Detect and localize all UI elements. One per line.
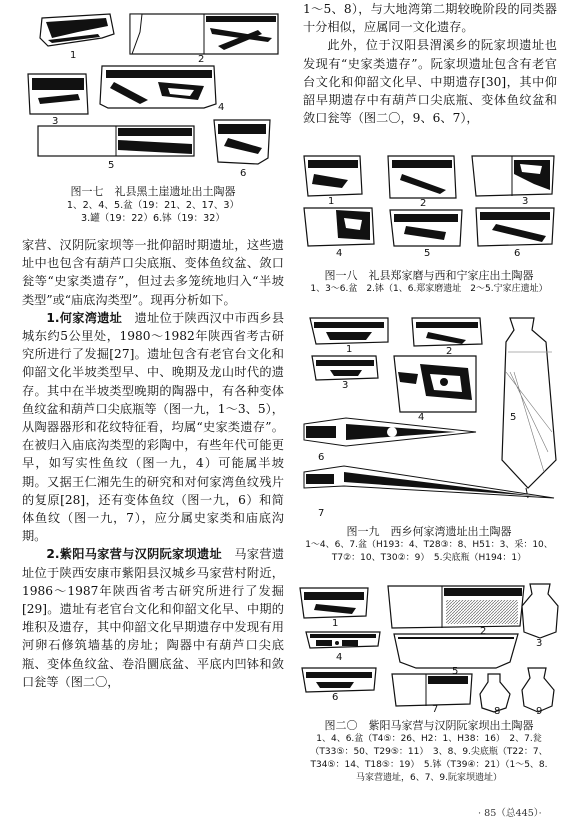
vessel-18-1 — [304, 156, 362, 196]
fig17-label-2: 2 — [198, 54, 205, 65]
fig17-label-5: 5 — [108, 160, 115, 171]
vessel-19-4 — [394, 356, 476, 412]
vessel-18-3 — [472, 156, 554, 196]
figure-17-line-2: 3.罐（19：22）6.钵（19：32） — [81, 213, 225, 224]
vessel-20-3-bottle — [522, 584, 558, 638]
fig20-label-3: 3 — [536, 638, 543, 649]
figure-18-title: 图一八 礼县郑家磨与西和宁家庄出土陶器 — [324, 269, 534, 282]
figure-20-line-2: （T33⑤：50、T29⑤：11） 3、8、9.尖底瓶（T22：7、 — [310, 747, 548, 757]
fig17-label-3: 3 — [52, 116, 59, 127]
fig20-label-4: 4 — [336, 652, 343, 663]
fig19-label-1: 1 — [346, 344, 353, 355]
fig19-label-4: 4 — [418, 412, 425, 423]
fig18-label-2: 2 — [420, 198, 427, 209]
fig19-label-6: 6 — [318, 452, 325, 463]
vessel-6 — [214, 120, 270, 164]
section-heading-1: 1.何家湾遗址 — [46, 310, 123, 325]
figure-19 — [296, 312, 562, 524]
figure-20 — [296, 578, 562, 718]
figure-18-line-1: 1、3～6.盆 2.钵（1、6.郑家磨遗址 2～5.宁家庄遗址） — [310, 284, 548, 294]
fig19-label-7: 7 — [318, 508, 325, 519]
figure-20-line-4: 马家营遗址，6、7、9.阮家坝遗址） — [355, 773, 503, 783]
fig19-label-2: 2 — [446, 346, 453, 357]
figure-20-caption — [296, 718, 562, 785]
figure-17-caption — [18, 184, 288, 225]
vessel-18-2 — [388, 156, 456, 198]
vessel-18-5 — [390, 210, 462, 246]
vessel-19-6-fish — [304, 418, 476, 446]
fig19-label-3: 3 — [342, 380, 349, 391]
figure-19-drawings — [296, 312, 562, 524]
left-paragraph-2-text: 遗址位于陕西汉中市西乡县城东约5公里处，1980～1982年陕西省考古研究所进行了发掘[27]。遗址包含有老官台文化和仰韶文化半坡类型早、中、晚期及龙山时代的遗存。其中在半坡类型晚期的陶器中，有各种变体鱼纹盆和葫芦口尖底瓶等（图一九，1～3、5），从陶器器形和花纹特征看，均属“史家类遗存”。在被归入庙底沟类型的彩陶中，有些年代可能更早，如写实性鱼纹（图一九，4）可能属半坡期。又据王仁湘先生的研究和对何家湾鱼纹残片的复原[28]，还有变体鱼纹（图一九，6）和简体鱼纹（图一九，7），应分属史家类和庙底沟期。 — [22, 310, 285, 544]
fig17-label-6: 6 — [240, 168, 247, 179]
page-number: · 85（总445）· — [478, 808, 542, 819]
left-paragraph-2 — [22, 309, 284, 546]
vessel-19-5-bottle — [502, 318, 556, 498]
vessel-4 — [100, 66, 216, 108]
figure-17-line-1: 1、2、4、5.盆（19：21、2、17、3） — [66, 200, 240, 211]
fig20-label-7: 7 — [432, 704, 439, 715]
fig20-label-8: 8 — [494, 706, 501, 717]
figure-19-title: 图一九 西乡何家湾遗址出土陶器 — [346, 525, 512, 538]
figure-17-drawings — [18, 8, 288, 184]
vessel-19-1 — [310, 318, 388, 344]
vessel-3 — [28, 74, 88, 114]
fig20-label-2: 2 — [480, 626, 487, 637]
figure-17-title: 图一七 礼县黑土崖遗址出土陶器 — [70, 185, 236, 198]
fig18-label-5: 5 — [424, 248, 431, 259]
figure-19-caption — [296, 524, 562, 565]
fig20-label-9: 9 — [536, 706, 543, 717]
figure-20-line-3: T34⑤：14、T18⑤：19） 5.钵（T39④：21）（1～5、8. — [310, 760, 548, 770]
right-paragraph-2: 此外，位于汉阳县渭溪乡的阮家坝遗址也发现有“史家类遗存”。阮家坝遗址包含有老官台文化和仰韶文化早、中期遗存[30]，其中仰韶早期遗存中有葫芦口尖底瓶、变体鱼纹盆和敛口瓮等（图二〇，9、6、7）， — [303, 38, 557, 126]
vessel-20-1 — [300, 588, 368, 618]
section-heading-2: 2.紫阳马家营与汉阴阮家坝遗址 — [46, 547, 222, 562]
left-column-text — [22, 236, 284, 691]
figure-20-line-1: 1、4、6.盆（T4⑤：26、H2：1、H38：16） 2、7.瓮 — [316, 734, 542, 744]
fig18-label-1: 1 — [328, 196, 335, 207]
fig18-label-6: 6 — [514, 248, 521, 259]
left-paragraph-3-text: 马家营遗址位于陕西安康市紫阳县汉城乡马家营村附近，1986～1987年陕西省考古研究所进行了发掘[29]。遗址有老官台文化和仰韶文化早、中期的堆积及遗存，其中仰韶文化早期遗存中发现有用河卵石修筑墙基的房址；陶器中有葫芦口尖底瓶、变体鱼纹盆、卷沿圜底盆、平底内凹钵和敛口瓮等（图二〇， — [22, 547, 285, 689]
fig17-label-4: 4 — [218, 102, 225, 113]
figure-19-line-2: T7②：10、T30②：9） 5.尖底瓶（H194：1） — [331, 553, 527, 563]
vessel-20-6 — [302, 668, 376, 692]
vessel-19-2 — [412, 318, 482, 346]
left-paragraph-3 — [22, 545, 284, 691]
figure-19-line-1: 1～4、6、7.盆（H193：4、T28③：8、H51：3、采：10、 — [305, 540, 553, 550]
fig18-label-3: 3 — [522, 196, 529, 207]
right-paragraph-1: 1～5、8），与大地湾第二期较晚阶段的同类器十分相似，应属同一文化遗存。 — [303, 2, 557, 35]
vessel-19-3 — [312, 356, 378, 380]
vessel-18-6 — [476, 208, 554, 246]
vessel-5 — [38, 126, 194, 156]
fig18-label-4: 4 — [336, 248, 343, 259]
fig20-label-5: 5 — [452, 666, 459, 677]
vessel-20-5 — [394, 634, 518, 668]
sherd-1 — [40, 14, 114, 46]
figure-18-caption — [296, 268, 562, 296]
fig17-label-1: 1 — [70, 50, 77, 61]
vessel-20-2 — [388, 586, 524, 628]
vessel-18-4 — [304, 208, 374, 246]
right-column-text — [303, 0, 557, 127]
vessel-20-7 — [392, 674, 472, 706]
left-paragraph-1: 家营、汉阴阮家坝等一批仰韶时期遗址，这些遗址中也包含有葫芦口尖底瓶、变体鱼纹盆、敛口瓮等“史家类遗存”，但过去多笼统地归入“半坡类型”或“庙底沟类型”。现再分析如下。 — [22, 238, 284, 307]
figure-17 — [18, 8, 288, 184]
vessel-20-4 — [306, 632, 380, 648]
fig20-label-1: 1 — [332, 618, 339, 629]
figure-20-title: 图二〇 紫阳马家营与汉阴阮家坝出土陶器 — [324, 719, 534, 732]
fig20-label-6: 6 — [332, 692, 339, 703]
figure-18 — [296, 150, 562, 266]
fig19-label-5: 5 — [510, 412, 517, 423]
vessel-2 — [130, 14, 278, 54]
